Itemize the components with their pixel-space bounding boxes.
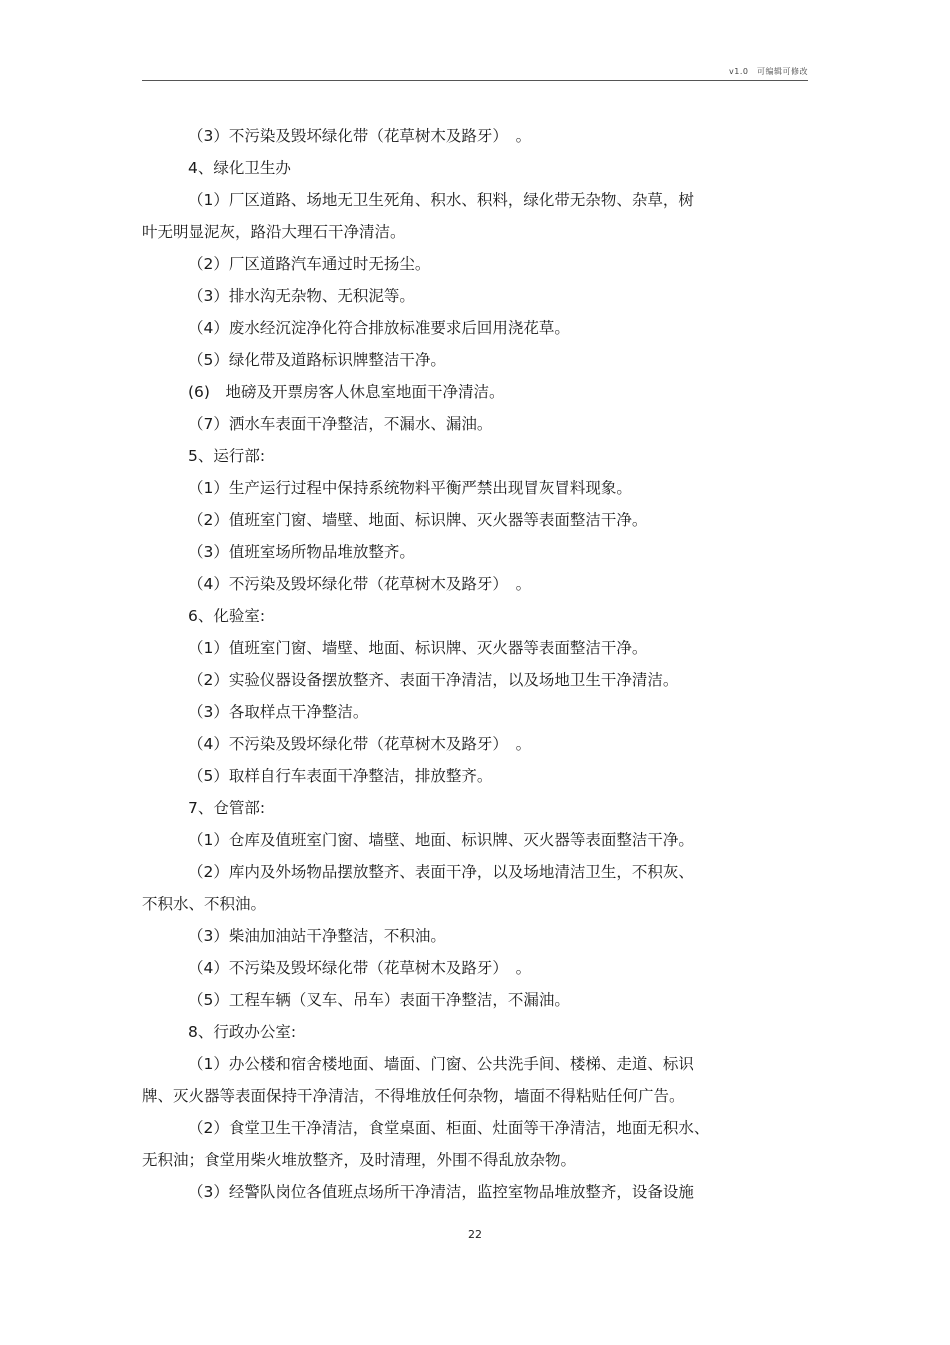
header-rule bbox=[142, 80, 808, 81]
paragraph-line: （3）值班室场所物品堆放整齐。 bbox=[188, 543, 415, 561]
paragraph-line: （5）取样自行车表面干净整洁，排放整齐。 bbox=[188, 767, 493, 785]
paragraph-line: 不积水、不积油。 bbox=[142, 895, 267, 913]
paragraph-line: （2）值班室门窗、墙壁、地面、标识牌、灭火器等表面整洁干净。 bbox=[188, 511, 648, 529]
paragraph-line: （1）值班室门窗、墙壁、地面、标识牌、灭火器等表面整洁干净。 bbox=[188, 639, 648, 657]
paragraph-line: （1）厂区道路、场地无卫生死角、积水、积料，绿化带无杂物、杂草，树 bbox=[188, 191, 694, 209]
paragraph-line: （5）绿化带及道路标识牌整洁干净。 bbox=[188, 351, 446, 369]
paragraph-line: （3）经警队岗位各值班点场所干净清洁，监控室物品堆放整齐，设备设施 bbox=[188, 1183, 694, 1201]
paragraph-line: 无积油；食堂用柴火堆放整齐，及时清理，外围不得乱放杂物。 bbox=[142, 1151, 577, 1169]
paragraph-line: （4）不污染及毁坏绿化带（花草树木及路牙） 。 bbox=[188, 575, 532, 593]
paragraph-line: （5）工程车辆（叉车、吊车）表面干净整洁，不漏油。 bbox=[188, 991, 570, 1009]
paragraph-line: 叶无明显泥灰，路沿大理石干净清洁。 bbox=[142, 223, 406, 241]
paragraph-line: （1）生产运行过程中保持系统物料平衡严禁出现冒灰冒料现象。 bbox=[188, 479, 632, 497]
page-number: 22 bbox=[468, 1228, 482, 1241]
paragraph-line: 7、仓管部: bbox=[188, 799, 266, 817]
header-version-text: v1.0 可编辑可修改 bbox=[729, 67, 808, 76]
paragraph-line: （1）仓库及值班室门窗、墙壁、地面、标识牌、灭火器等表面整洁干净。 bbox=[188, 831, 694, 849]
paragraph-line: 6、化验室: bbox=[188, 607, 266, 625]
paragraph-line: （2）食堂卫生干净清洁，食堂桌面、柜面、灶面等干净清洁，地面无积水、 bbox=[188, 1119, 710, 1137]
paragraph-line: （2）厂区道路汽车通过时无扬尘。 bbox=[188, 255, 431, 273]
document-body bbox=[142, 120, 808, 1208]
paragraph-line: （1）办公楼和宿舍楼地面、墙面、门窗、公共洗手间、楼梯、走道、标识 bbox=[188, 1055, 694, 1073]
paragraph-line: 8、行政办公室: bbox=[188, 1023, 297, 1041]
paragraph-line: （7）洒水车表面干净整洁，不漏水、漏油。 bbox=[188, 415, 493, 433]
paragraph-line: （3）不污染及毁坏绿化带（花草树木及路牙） 。 bbox=[188, 127, 532, 145]
paragraph-line: （4）不污染及毁坏绿化带（花草树木及路牙） 。 bbox=[188, 735, 532, 753]
paragraph-line: （3）排水沟无杂物、无积泥等。 bbox=[188, 287, 415, 305]
paragraph-line: 牌、灭火器等表面保持干净清洁，不得堆放任何杂物，墙面不得粘贴任何广告。 bbox=[142, 1087, 685, 1105]
paragraph-line: (6) 地磅及开票房客人休息室地面干净清洁。 bbox=[188, 383, 505, 401]
paragraph-line: 5、运行部: bbox=[188, 447, 266, 465]
paragraph-line: 4、绿化卫生办 bbox=[188, 159, 291, 177]
paragraph-line: （3）柴油加油站干净整洁，不积油。 bbox=[188, 927, 446, 945]
paragraph-line: （2）实验仪器设备摆放整齐、表面干净清洁，以及场地卫生干净清洁。 bbox=[188, 671, 679, 689]
paragraph-line: （2）库内及外场物品摆放整齐、表面干净，以及场地清洁卫生，不积灰、 bbox=[188, 863, 694, 881]
paragraph-line: （4）不污染及毁坏绿化带（花草树木及路牙） 。 bbox=[188, 959, 532, 977]
paragraph-line: （3）各取样点干净整洁。 bbox=[188, 703, 369, 721]
paragraph-line: （4）废水经沉淀净化符合排放标准要求后回用浇花草。 bbox=[188, 319, 570, 337]
